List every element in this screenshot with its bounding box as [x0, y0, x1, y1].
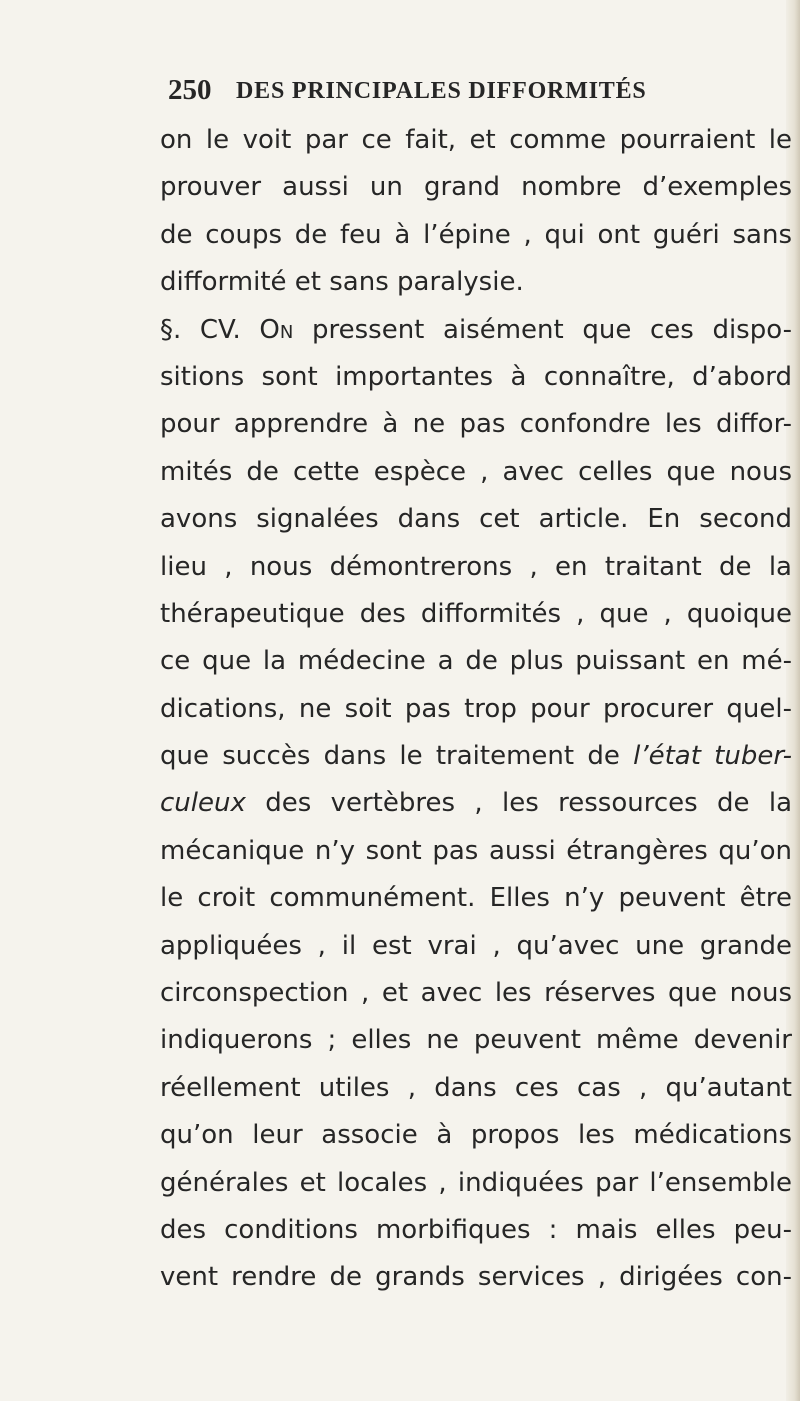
text-line — [160, 1207, 792, 1254]
text-line — [160, 733, 792, 780]
text-line — [160, 780, 792, 827]
text-line — [160, 259, 792, 306]
line-text: appliquées , il est vrai , qu’avec une grande — [160, 930, 792, 961]
line-text: que succès dans le traitement de — [160, 741, 620, 772]
text-line — [160, 496, 792, 543]
text-line — [160, 354, 792, 401]
text-line — [160, 1160, 792, 1207]
line-text: vent rendre de grands services , dirigées con- — [160, 1262, 792, 1293]
italic-phrase: l’état tuber- — [619, 741, 792, 772]
text-line — [160, 591, 792, 638]
line-text: de coups de feu à l’épine , qui ont guéri sans — [160, 219, 792, 250]
line-text: avons signalées dans cet article. En second — [160, 504, 792, 535]
body-text — [160, 117, 792, 1302]
page-number: 250 — [168, 74, 212, 106]
line-text: lieu , nous démontrerons , en traitant de la — [160, 551, 792, 582]
line-text: dications, ne soit pas trop pour procurer quel- — [160, 693, 792, 724]
text-line — [160, 212, 792, 259]
line-text: mités de cette espèce , avec celles que nous — [160, 456, 792, 487]
text-line — [160, 638, 792, 685]
text-line — [160, 401, 792, 448]
line-text: qu’on leur associe à propos les médications — [160, 1120, 792, 1151]
line-text: indiquerons ; elles ne peuvent même devenir — [160, 1025, 792, 1056]
running-title: DES PRINCIPALES DIFFORMITÉS — [236, 78, 647, 104]
text-line — [160, 1254, 792, 1301]
text-line — [160, 923, 792, 970]
text-line — [160, 117, 792, 164]
text-line — [160, 164, 792, 211]
line-text: réellement utiles , dans ces cas , qu’autant — [160, 1072, 792, 1103]
text-line — [160, 875, 792, 922]
line-text: des vertèbres , les ressources de la — [265, 788, 793, 819]
section-number: §. CV. — [160, 314, 260, 345]
text-line — [160, 1017, 792, 1064]
line-text: pressent aisément que ces dispo- — [311, 314, 792, 345]
small-caps-word: On — [259, 314, 312, 345]
line-text: sitions sont importantes à connaître, d’abord — [160, 361, 792, 392]
text-line — [160, 449, 792, 496]
text-line — [160, 686, 792, 733]
text-line — [160, 828, 792, 875]
line-text: le croit communément. Elles n’y peuvent être — [160, 883, 792, 914]
italic-phrase: culeux — [160, 788, 266, 819]
line-text: ce que la médecine a de plus puissant en mé- — [160, 646, 792, 677]
running-head — [168, 72, 788, 112]
line-text: on le voit par ce fait, et comme pourraient le — [160, 125, 792, 155]
text-line — [160, 1065, 792, 1112]
line-text: générales et locales , indiquées par l’ensemble — [160, 1167, 792, 1198]
text-line — [160, 1112, 792, 1159]
line-text: des conditions morbifiques : mais elles peu- — [160, 1214, 792, 1245]
line-text: pour apprendre à ne pas confondre les diffor- — [160, 409, 792, 440]
line-text: prouver aussi un grand nombre d’exemples — [160, 172, 792, 203]
text-line — [160, 970, 792, 1017]
line-text: thérapeutique des difformités , que , quoique — [160, 598, 792, 629]
line-text: circonspection , et avec les réserves que nous — [160, 978, 792, 1009]
text-line — [160, 544, 792, 591]
line-text: mécanique n’y sont pas aussi étrangères qu’on — [160, 835, 792, 866]
line-text: difformité et sans paralysie. — [160, 267, 524, 298]
text-line — [160, 307, 792, 354]
